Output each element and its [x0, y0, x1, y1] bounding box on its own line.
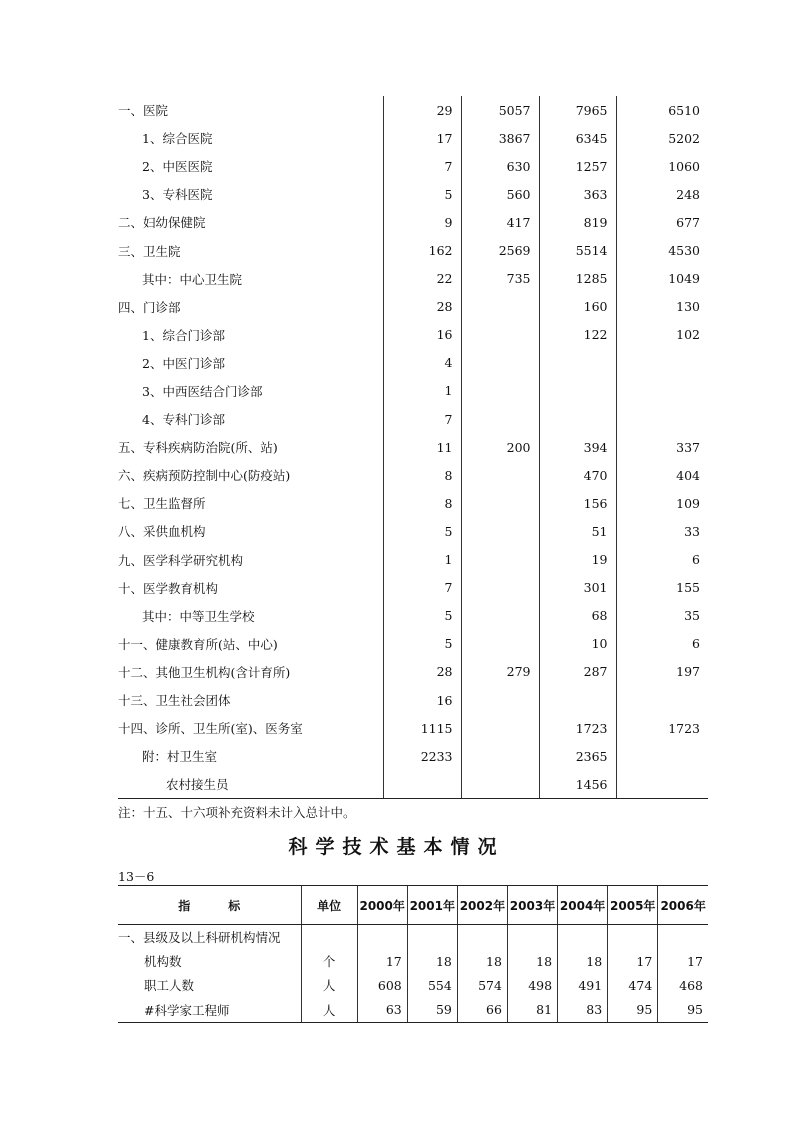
cell-value: 16: [383, 321, 461, 349]
table-row: [118, 546, 708, 574]
cell-value: [357, 925, 407, 950]
year-header: 2001年: [407, 886, 457, 925]
header-row: [118, 886, 708, 925]
cell-value: 1060: [616, 152, 708, 180]
cell-value: [461, 602, 539, 630]
table-row: [118, 770, 708, 799]
indicator-header: 指 标: [118, 886, 301, 925]
cell-value: [461, 714, 539, 742]
cell-value: 8: [383, 461, 461, 489]
row-label: 十一、健康教育所(站、中心): [118, 636, 278, 652]
cell-value: [616, 405, 708, 433]
year-header: 2002年: [457, 886, 507, 925]
cell-value: [616, 742, 708, 770]
cell-value: 1456: [539, 770, 616, 799]
section-title: 科学技术基本情况: [288, 836, 505, 858]
year-header: 2004年: [558, 886, 608, 925]
cell-value: 5: [383, 630, 461, 658]
cell-value: 19: [539, 546, 616, 574]
row-label: 十四、诊所、卫生所(室)、医务室: [118, 721, 303, 737]
row-label: 三、卫生院: [118, 243, 181, 259]
cell-value: 83: [558, 998, 608, 1023]
row-label: 2、中医医院: [142, 159, 213, 175]
cell-value: 17: [383, 124, 461, 152]
table-row: [118, 405, 708, 433]
cell-value: 102: [616, 321, 708, 349]
cell-value: 417: [461, 208, 539, 236]
cell-value: 554: [407, 973, 457, 997]
row-label: 一、县级及以上科研机构情况: [118, 930, 281, 946]
cell-value: 1285: [539, 265, 616, 293]
row-label: 七、卫生监督所: [118, 496, 206, 512]
cell-value: 468: [658, 973, 708, 997]
cell-value: 363: [539, 180, 616, 208]
table-row: [118, 377, 708, 405]
table-row: [118, 489, 708, 517]
year-header: 2000年: [357, 886, 407, 925]
cell-value: 18: [457, 949, 507, 973]
table-row: [118, 574, 708, 602]
cell-value: 5: [383, 180, 461, 208]
cell-value: 59: [407, 998, 457, 1023]
row-label: 职工人数: [144, 978, 195, 994]
cell-value: 2365: [539, 742, 616, 770]
cell-value: [461, 742, 539, 770]
cell-value: [461, 546, 539, 574]
cell-value: 1: [383, 377, 461, 405]
science-technology-table: [118, 885, 708, 1023]
cell-value: 630: [461, 152, 539, 180]
cell-value: 95: [608, 998, 658, 1023]
row-label: 农村接生员: [118, 770, 383, 799]
cell-value: [461, 405, 539, 433]
table-row: [118, 742, 708, 770]
row-label: 八、采供血机构: [118, 524, 206, 540]
cell-value: 122: [539, 321, 616, 349]
cell-value: 4530: [616, 236, 708, 264]
cell-value: 10: [539, 630, 616, 658]
table-row: [118, 124, 708, 152]
cell-value: [539, 405, 616, 433]
row-label: 五、专科疾病防治院(所、站): [118, 440, 278, 456]
table-row: [118, 96, 708, 124]
table-row: [118, 517, 708, 545]
cell-value: 17: [608, 949, 658, 973]
cell-value: 6345: [539, 124, 616, 152]
row-label: 1、综合门诊部: [142, 327, 225, 343]
cell-value: 18: [507, 949, 557, 973]
row-label: #科学家工程师: [118, 998, 301, 1023]
cell-value: 17: [357, 949, 407, 973]
cell-value: [616, 349, 708, 377]
cell-value: 7965: [539, 96, 616, 124]
cell-value: 2569: [461, 236, 539, 264]
table-row: [118, 925, 708, 950]
row-label: 附：村卫生室: [142, 749, 218, 765]
cell-value: 560: [461, 180, 539, 208]
cell-value: [539, 686, 616, 714]
cell-value: [539, 377, 616, 405]
row-label: 4、专科门诊部: [142, 412, 225, 428]
cell-value: 68: [539, 602, 616, 630]
year-header: 2003年: [507, 886, 557, 925]
table-row: [118, 602, 708, 630]
cell-value: [461, 293, 539, 321]
cell-value: [616, 686, 708, 714]
cell-value: 1723: [616, 714, 708, 742]
cell-value: 5: [383, 602, 461, 630]
cell-value: 8: [383, 489, 461, 517]
cell-value: 677: [616, 208, 708, 236]
cell-value: 2233: [383, 742, 461, 770]
cell-value: 22: [383, 265, 461, 293]
cell-value: [507, 925, 557, 950]
cell-value: 95: [658, 998, 708, 1023]
cell-value: 51: [539, 517, 616, 545]
cell-value: 197: [616, 658, 708, 686]
row-label: 二、妇幼保健院: [118, 215, 206, 231]
table-row: [118, 998, 708, 1023]
cell-value: [616, 770, 708, 799]
cell-value: 1723: [539, 714, 616, 742]
cell-value: [461, 461, 539, 489]
cell-value: 18: [558, 949, 608, 973]
cell-value: 18: [407, 949, 457, 973]
cell-value: 11: [383, 433, 461, 461]
table-row: [118, 433, 708, 461]
cell-value: 162: [383, 236, 461, 264]
row-label: 其中：中等卫生学校: [142, 608, 255, 624]
table-row: [118, 321, 708, 349]
cell-value: 33: [616, 517, 708, 545]
cell-value: [558, 925, 608, 950]
cell-value: 287: [539, 658, 616, 686]
cell-value: 1257: [539, 152, 616, 180]
cell-value: [461, 517, 539, 545]
cell-value: [407, 925, 457, 950]
row-label: 3、中西医结合门诊部: [142, 383, 263, 399]
row-label: 九、医学科学研究机构: [118, 552, 244, 568]
cell-value: 404: [616, 461, 708, 489]
cell-value: 4: [383, 349, 461, 377]
cell-value: 17: [658, 949, 708, 973]
cell-value: 1: [383, 546, 461, 574]
cell-value: 6510: [616, 96, 708, 124]
table-row: [118, 714, 708, 742]
cell-value: 491: [558, 973, 608, 997]
cell-value: 109: [616, 489, 708, 517]
health-institutions-table: [118, 96, 708, 799]
row-label: 其中：中心卫生院: [142, 271, 243, 287]
unit-cell: 个: [301, 949, 357, 973]
cell-value: 7: [383, 574, 461, 602]
cell-value: [616, 377, 708, 405]
cell-value: 301: [539, 574, 616, 602]
row-label: 四、门诊部: [118, 299, 181, 315]
unit-header: 单位: [301, 886, 357, 925]
table-row: [118, 293, 708, 321]
cell-value: 735: [461, 265, 539, 293]
cell-value: 155: [616, 574, 708, 602]
cell-value: 28: [383, 658, 461, 686]
cell-value: 3867: [461, 124, 539, 152]
cell-value: 5: [383, 517, 461, 545]
cell-value: [461, 574, 539, 602]
table-row: [118, 236, 708, 264]
cell-value: 1115: [383, 714, 461, 742]
table-footnote: 注：十五、十六项补充资料未计入总计中。: [118, 805, 356, 820]
cell-value: [658, 925, 708, 950]
cell-value: [461, 770, 539, 799]
unit-cell: 人: [301, 998, 357, 1023]
row-label: 十、医学教育机构: [118, 580, 219, 596]
table-row: [118, 152, 708, 180]
table-row: [118, 973, 708, 997]
year-header: 2006年: [658, 886, 708, 925]
table-row: [118, 208, 708, 236]
table-row: [118, 180, 708, 208]
table-row: [118, 349, 708, 377]
cell-value: 130: [616, 293, 708, 321]
table-row: [118, 686, 708, 714]
unit-cell: [301, 925, 357, 950]
cell-value: 470: [539, 461, 616, 489]
cell-value: [383, 770, 461, 799]
cell-value: [457, 925, 507, 950]
cell-value: 819: [539, 208, 616, 236]
cell-value: 337: [616, 433, 708, 461]
cell-value: 7: [383, 152, 461, 180]
cell-value: [539, 349, 616, 377]
row-label: 六、疾病预防控制中心(防疫站): [118, 468, 291, 484]
cell-value: 66: [457, 998, 507, 1023]
cell-value: [461, 686, 539, 714]
cell-value: [461, 377, 539, 405]
cell-value: 200: [461, 433, 539, 461]
row-label: 1、综合医院: [142, 131, 213, 147]
row-label: 2、中医门诊部: [142, 355, 225, 371]
cell-value: 1049: [616, 265, 708, 293]
cell-value: 6: [616, 630, 708, 658]
cell-value: 5514: [539, 236, 616, 264]
table-row: [118, 658, 708, 686]
table-row: [118, 630, 708, 658]
table-code: 13－6: [118, 869, 155, 884]
cell-value: [461, 489, 539, 517]
cell-value: 474: [608, 973, 658, 997]
row-label: 机构数: [144, 954, 182, 970]
year-header: 2005年: [608, 886, 658, 925]
unit-cell: 人: [301, 973, 357, 997]
cell-value: [461, 349, 539, 377]
cell-value: 160: [539, 293, 616, 321]
row-label: 3、专科医院: [142, 187, 213, 203]
cell-value: [461, 630, 539, 658]
cell-value: 63: [357, 998, 407, 1023]
row-label: 十二、其他卫生机构(含计育所): [118, 664, 291, 680]
table-row: [118, 949, 708, 973]
cell-value: [608, 925, 658, 950]
cell-value: 394: [539, 433, 616, 461]
cell-value: 279: [461, 658, 539, 686]
cell-value: 6: [616, 546, 708, 574]
row-label: 十三、卫生社会团体: [118, 693, 231, 709]
cell-value: 29: [383, 96, 461, 124]
cell-value: 81: [507, 998, 557, 1023]
cell-value: 608: [357, 973, 407, 997]
row-label: 一、医院: [118, 103, 169, 119]
cell-value: 35: [616, 602, 708, 630]
cell-value: 5057: [461, 96, 539, 124]
table-row: [118, 461, 708, 489]
table-row: [118, 265, 708, 293]
cell-value: [461, 321, 539, 349]
cell-value: 156: [539, 489, 616, 517]
cell-value: 498: [507, 973, 557, 997]
cell-value: 28: [383, 293, 461, 321]
cell-value: 16: [383, 686, 461, 714]
cell-value: 5202: [616, 124, 708, 152]
cell-value: 7: [383, 405, 461, 433]
cell-value: 9: [383, 208, 461, 236]
cell-value: 574: [457, 973, 507, 997]
cell-value: 248: [616, 180, 708, 208]
